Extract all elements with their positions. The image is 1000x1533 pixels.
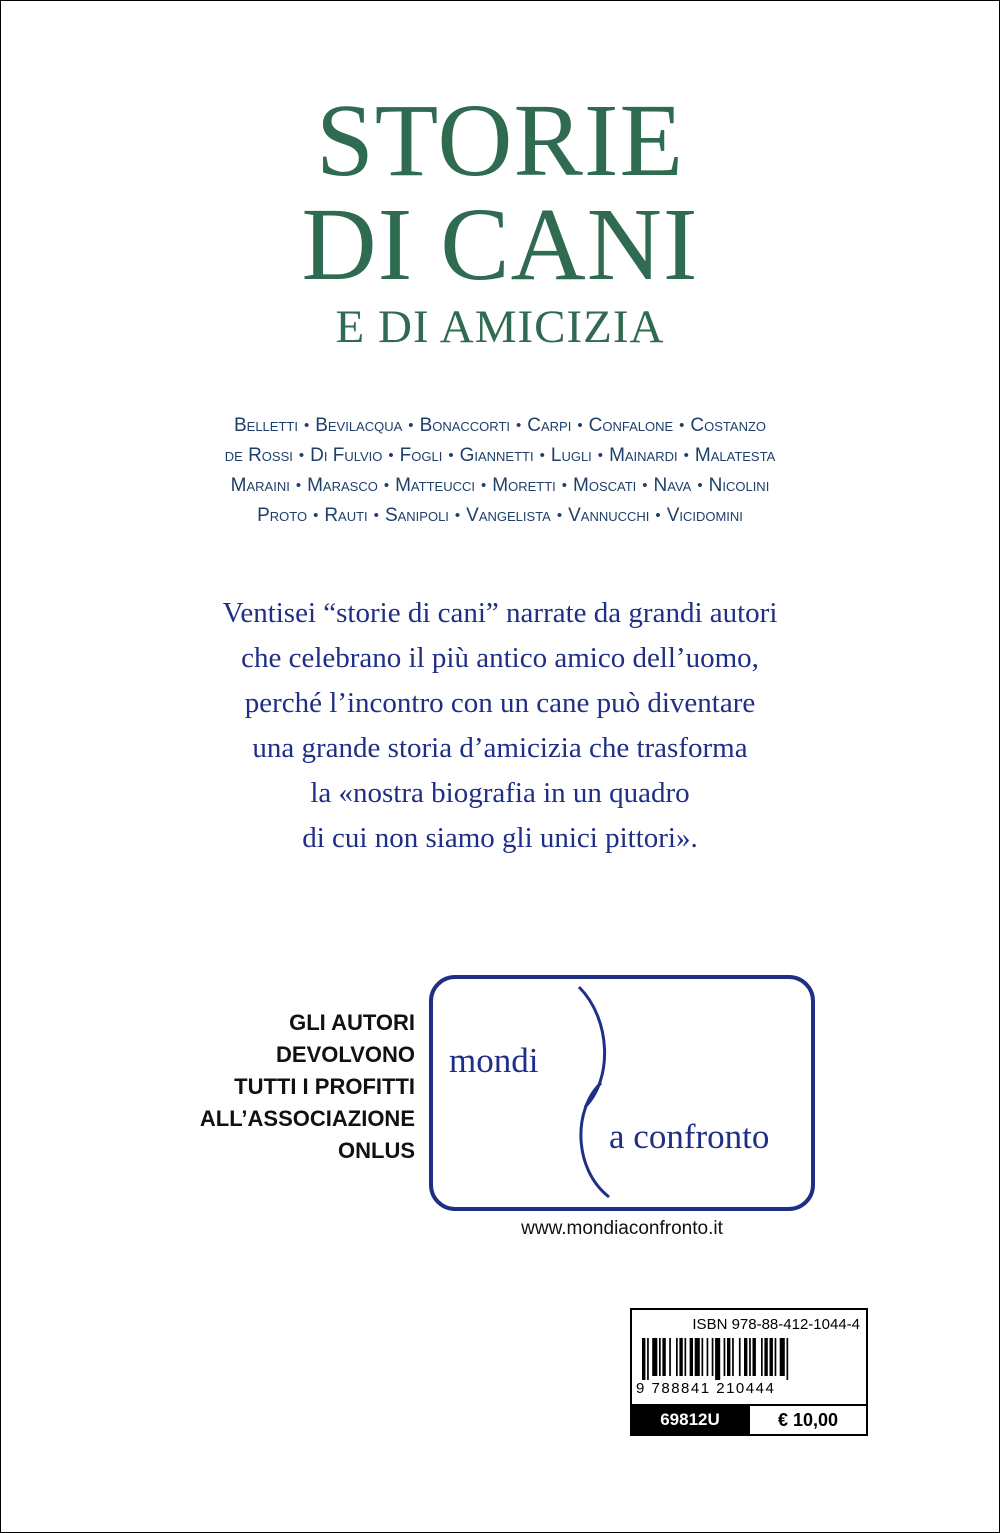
author-name: Di Fulvio (310, 445, 383, 466)
authors-line (1, 411, 999, 441)
author-name: Moretti (492, 475, 556, 496)
author-name: Proto (257, 505, 308, 526)
author-name: Bevilacqua (315, 415, 403, 436)
author-name: Confalone (588, 415, 674, 436)
author-name: Vangelista (466, 505, 551, 526)
authors-list (1, 411, 999, 531)
author-name: Matteucci (395, 475, 475, 496)
author-separator: • (556, 507, 563, 524)
author-separator: • (408, 417, 414, 434)
author-separator: • (697, 477, 703, 494)
blurb-line: di cui non siamo gli unici pittori». (302, 822, 698, 854)
author-name: Belletti (233, 415, 298, 436)
author-name: Rauti (324, 505, 368, 526)
author-name: de Rossi (224, 445, 293, 466)
barcode-digits: 9 788841 210444 (636, 1380, 776, 1397)
author-separator: • (480, 477, 487, 494)
author-separator: • (383, 477, 390, 494)
blurb-line: una grande storia d’amicizia che trasforma (252, 732, 748, 764)
author-name: Vannucchi (568, 505, 650, 526)
logo-word-a-confronto: a confronto (609, 1117, 770, 1156)
author-name: Vicidomini (666, 505, 743, 526)
author-separator: • (373, 507, 379, 524)
author-name: Bonaccorti (419, 415, 511, 436)
title-line-1: STORIE (315, 83, 685, 198)
author-name: Sanipoli (384, 505, 449, 526)
author-separator: • (448, 447, 454, 464)
author-name: Giannetti (459, 445, 534, 466)
price: € 10,00 (748, 1406, 866, 1434)
author-name: Maraini (230, 475, 290, 496)
donation-line: ONLUS (338, 1138, 415, 1163)
barcode-block (630, 1308, 868, 1436)
author-separator: • (561, 477, 568, 494)
mondi-a-confronto-logo (429, 975, 815, 1211)
author-separator: • (683, 447, 689, 464)
author-separator: • (298, 447, 305, 464)
author-separator: • (388, 447, 394, 464)
donation-line: DEVOLVONO (276, 1042, 415, 1067)
logo-arcs-icon (433, 979, 811, 1207)
author-separator: • (597, 447, 604, 464)
authors-line (1, 471, 999, 501)
author-name: Marasco (307, 475, 378, 496)
author-separator: • (454, 507, 461, 524)
authors-line (1, 501, 999, 531)
product-code: 69812U (632, 1406, 748, 1434)
author-name: Costanzo (690, 415, 767, 436)
author-separator: • (539, 447, 545, 464)
author-name: Lugli (550, 445, 592, 466)
author-separator: • (577, 417, 583, 434)
author-name: Carpi (527, 415, 572, 436)
website-url[interactable]: www.mondiaconfronto.it (521, 1218, 723, 1239)
author-name: Moscati (573, 475, 637, 496)
author-name: Nava (653, 475, 692, 496)
author-name: Fogli (399, 445, 443, 466)
author-separator: • (516, 417, 522, 434)
author-separator: • (655, 507, 661, 524)
blurb-line: perché l’incontro con un cane può diventare (244, 687, 756, 719)
donation-line: ALL’ASSOCIAZIONE (199, 1106, 415, 1131)
authors-line (1, 441, 999, 471)
author-name: Mainardi (609, 445, 678, 466)
author-name: Malatesta (694, 445, 776, 466)
blurb-line: la «nostra biografia in un quadro (310, 777, 690, 809)
isbn: ISBN 978-88-412-1044-4 (692, 1316, 860, 1333)
barcode-icon (642, 1338, 856, 1380)
author-name: Nicolini (708, 475, 770, 496)
author-separator: • (303, 417, 310, 434)
blurb-line: che celebrano il più antico amico dell’uomo, (241, 642, 759, 674)
donation-line: GLI AUTORI (289, 1010, 415, 1035)
title-line-2: DI CANI (301, 187, 699, 302)
donation-note (141, 1007, 415, 1167)
author-separator: • (679, 417, 685, 434)
logo-word-mondi: mondi (449, 1041, 539, 1080)
subtitle: E DI AMICIZIA (335, 301, 665, 353)
author-separator: • (642, 477, 648, 494)
donation-line: TUTTI I PROFITTI (234, 1074, 415, 1099)
blurb (1, 591, 999, 861)
author-separator: • (313, 507, 319, 524)
author-separator: • (295, 477, 302, 494)
blurb-line: Ventisei “storie di cani” narrate da grandi autori (222, 597, 778, 629)
